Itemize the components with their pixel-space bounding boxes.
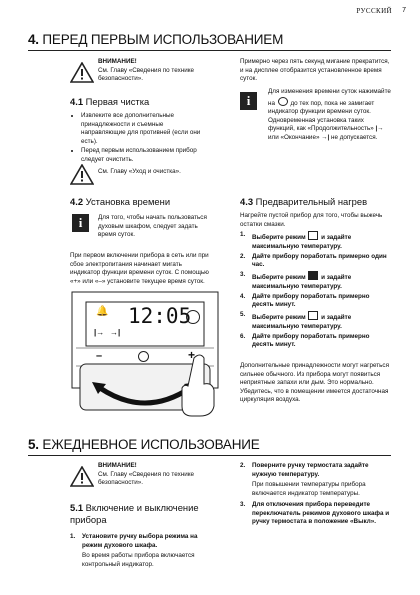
step-text: Установите ручку выбора режима на режим духового шкафа. bbox=[82, 533, 198, 549]
duration-icon: |→ bbox=[94, 328, 105, 337]
preheat-intro: Нагрейте пустой прибор для того, чтобы выжечь остатки смазки. bbox=[240, 212, 383, 228]
list-item: • Извлеките все дополнительные принадлежности и съемные направляющие для противней (если они есть). bbox=[81, 112, 208, 146]
info-time-change-part2: до тех пор, пока не замигает индикатор функции времени суток. Одновременная установка таких функций, как «Продолжительность» bbox=[268, 99, 375, 132]
section-4-number: 4. bbox=[28, 32, 39, 47]
step-number: 2. bbox=[240, 252, 246, 260]
step-text: Выберите режим bbox=[252, 274, 306, 281]
end-time-icon: →| bbox=[110, 328, 121, 337]
duration-icon: |→ bbox=[375, 125, 384, 132]
info-icon: i bbox=[72, 214, 89, 232]
subsection-4-1-bullets bbox=[72, 112, 208, 165]
subsection-4-3-title bbox=[240, 196, 367, 207]
step-text-end: и задайте максимальную температуру. bbox=[252, 234, 352, 250]
control-panel-illustration bbox=[70, 290, 220, 430]
info-icon: i bbox=[240, 92, 257, 110]
subsection-4-1-text: Первая чистка bbox=[85, 96, 150, 107]
subsection-5-1-title bbox=[70, 502, 199, 526]
page-number: 7 bbox=[402, 7, 406, 14]
warning-title: ВНИМАНИЕ! bbox=[98, 462, 137, 469]
list-item bbox=[240, 293, 392, 310]
clock-button-icon bbox=[138, 351, 149, 362]
step-number: 1. bbox=[240, 231, 246, 238]
step-number: 6. bbox=[240, 332, 246, 340]
section-4-title bbox=[28, 32, 283, 47]
list-item bbox=[240, 333, 392, 350]
section-5-title bbox=[28, 437, 260, 452]
section-5-rule bbox=[28, 455, 391, 456]
section-4-rule bbox=[28, 50, 391, 51]
preheat-steps bbox=[240, 231, 392, 351]
step-subtext: При повышении температуры прибора включается индикатор температуры. bbox=[252, 481, 366, 497]
step-subtext: Во время работы прибора включается контрольный индикатор. bbox=[82, 552, 195, 568]
end-time-icon: →| bbox=[321, 133, 330, 141]
caution-icon bbox=[70, 164, 94, 190]
list-item bbox=[70, 533, 210, 569]
info-text: Для того, чтобы начать пользоваться духовым шкафом, следует задать время суток. bbox=[98, 214, 207, 238]
bell-icon: 🔔 bbox=[96, 306, 109, 317]
step-number: 3. bbox=[240, 271, 246, 278]
subsection-4-1-title bbox=[70, 96, 149, 107]
subsection-5-1-text-2: прибора bbox=[70, 514, 107, 525]
step-text-end: и задайте максимальную температуру. bbox=[252, 274, 352, 290]
warning-icon bbox=[70, 466, 94, 492]
grill-mode-icon bbox=[308, 311, 318, 320]
info-time-change bbox=[268, 88, 392, 142]
warning-text: См. Главу «Сведения по технике безопасности». bbox=[98, 470, 195, 486]
step-number: 3. bbox=[240, 501, 246, 508]
fan-mode-icon bbox=[308, 231, 318, 240]
list-item bbox=[240, 231, 392, 251]
list-item bbox=[240, 462, 390, 498]
header-language: РУССКИЙ bbox=[356, 7, 392, 15]
step-text: Для отключения прибора переведите переключатель режимов духового шкафа и ручку термостата в положение «Выкл». bbox=[252, 501, 390, 525]
info-time-change-part1: Для изменения времени суток нажимайте на bbox=[268, 88, 391, 107]
step-text-end: и задайте максимальную температуру. bbox=[252, 314, 352, 330]
bottom-heat-mode-icon bbox=[308, 271, 318, 280]
caution-text: См. Главу «Уход и очистка». bbox=[98, 168, 181, 175]
subsection-4-2-text: Установка времени bbox=[85, 196, 171, 207]
section-4-title-text: ПЕРЕД ПЕРВЫМ ИСПОЛЬЗОВАНИЕМ bbox=[42, 32, 284, 47]
switch-steps-right bbox=[240, 462, 390, 528]
step-text: Дайте прибору поработать примерно десять минут. bbox=[252, 292, 370, 308]
info-time-change-part4: не допускается. bbox=[331, 133, 378, 141]
display-time: 12:05 bbox=[128, 304, 192, 328]
list-item bbox=[240, 253, 392, 270]
info-time-change-part3: или «Окончание» bbox=[268, 133, 320, 141]
list-item bbox=[240, 271, 392, 291]
step-text: Дайте прибору поработать примерно один час. bbox=[252, 252, 387, 268]
plus-button: + bbox=[188, 348, 196, 362]
time-setting-paragraph: При первом включении прибора в сеть или при сбое электропитания начинает мигать индикатор функции времени суток. С помощью «+» или «–» установите текущее время суток. bbox=[70, 252, 209, 285]
warning-block-5 bbox=[98, 462, 208, 488]
list-item: • Перед первым использованием прибор следует очистить. bbox=[81, 147, 208, 164]
blink-paragraph: Примерно через пять секунд мигание прекратится, и на дисплее отобразится установленное время суток. bbox=[240, 58, 390, 82]
subsection-5-1-number: 5.1 bbox=[70, 502, 84, 513]
subsection-4-1-number: 4.1 bbox=[70, 96, 84, 107]
step-text: Выберите режим bbox=[252, 234, 306, 241]
clock-icon bbox=[186, 310, 200, 324]
step-number: 2. bbox=[240, 462, 246, 469]
step-number: 4. bbox=[240, 292, 246, 300]
switch-on-steps bbox=[70, 533, 210, 571]
subsection-4-2-title bbox=[70, 196, 170, 207]
subsection-4-2-number: 4.2 bbox=[70, 196, 84, 207]
step-text: Поверните ручку термостата задайте нужную температуру. bbox=[252, 462, 369, 478]
list-item bbox=[240, 311, 392, 331]
step-text: Дайте прибору поработать примерно десять минут. bbox=[252, 332, 370, 348]
warning-text: См. Главу «Сведения по технике безопасности». bbox=[98, 66, 195, 82]
warning-block bbox=[98, 58, 208, 84]
warning-icon bbox=[70, 62, 94, 88]
section-5-number: 5. bbox=[28, 437, 39, 452]
clock-icon bbox=[278, 97, 288, 106]
section-5-title-text: ЕЖЕДНЕВНОЕ ИСПОЛЬЗОВАНИЕ bbox=[42, 437, 260, 452]
subsection-4-3-number: 4.3 bbox=[240, 196, 254, 207]
step-text: Выберите режим bbox=[252, 314, 306, 321]
subsection-4-3-text: Предварительный нагрев bbox=[255, 196, 368, 207]
subsection-5-1-text: Включение и выключение bbox=[85, 502, 199, 513]
step-number: 5. bbox=[240, 311, 246, 318]
warning-title: ВНИМАНИЕ! bbox=[98, 58, 137, 65]
step-number: 1. bbox=[70, 533, 76, 540]
minus-button: – bbox=[96, 350, 103, 362]
list-item bbox=[240, 501, 390, 527]
preheat-outro: Дополнительные принадлежности могут нагреться сильнее обычного. Из прибора могут появиться неприятные запахи или дым. Это нормально. Убедитесь, что в помещении имеется достаточная циркуляция воздуха. bbox=[240, 362, 389, 403]
